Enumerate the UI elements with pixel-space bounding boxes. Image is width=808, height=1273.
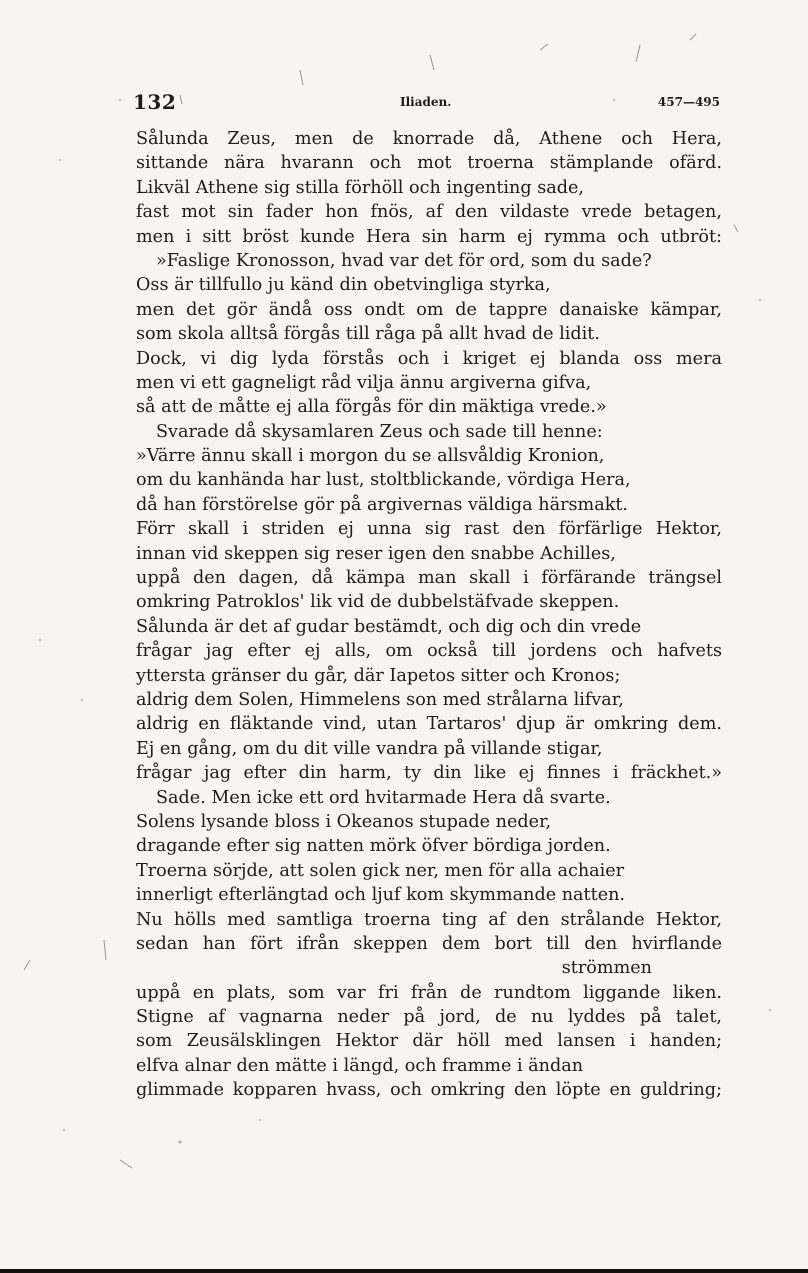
verse-line: fast mot sin fader hon fnös, af den vildaste vrede betagen, (136, 202, 722, 223)
verse-line: Förr skall i striden ej unna sig rast den förfärlige Hektor, (136, 519, 722, 540)
running-title: Iliaden. (400, 95, 452, 109)
verse-line: »Värre ännu skall i morgon du se allsvåldig Kronion, (136, 446, 605, 467)
verse-line: innan vid skeppen sig reser igen den snabbe Achilles, (136, 543, 616, 564)
verse-line: sedan han fört ifrån skeppen dem bort till den hvirflande (136, 933, 722, 954)
verse-line: glimmade kopparen hvass, och omkring den löpte en guldring; (136, 1080, 722, 1101)
verse-line: men det gör ändå oss ondt om de tappre danaiske kämpar, (136, 299, 722, 320)
verse-line: Sade. Men icke ett ord hvitarmade Hera då svarte. (156, 787, 611, 808)
verse-line: som skola alltså förgås till råga på allt hvad de lidit. (136, 324, 600, 345)
verse-line: Likväl Athene sig stilla förhöll och ingenting sade, (136, 177, 585, 198)
line-range: 457—495 (657, 95, 720, 109)
verse-line: Oss är tillfullo ju känd din obetvingliga styrka, (136, 275, 551, 296)
verse-line: »Faslige Kronosson, hvad var det för ord, som du sade? (156, 250, 652, 271)
verse-line-continuation: strömmen (561, 958, 652, 979)
verse-line: sittande nära hvarann och mot troerna stämplande ofärd. (136, 153, 722, 174)
verse-line: men i sitt bröst kunde Hera sin harm ej rymma och utbröt: (136, 226, 722, 247)
verse-line: som Zeusälsklingen Hektor där höll med lansen i handen; (136, 1031, 722, 1052)
verse-line: Sålunda Zeus, men de knorrade då, Athene och Hera, (136, 129, 722, 149)
verse-line: Dock, vi dig lyda förstås och i kriget ej blanda oss mera (136, 348, 722, 369)
page-number: 132 (133, 90, 177, 114)
verse-line: dragande efter sig natten mörk öfver bördiga jorden. (136, 836, 611, 857)
verse-line: frågar jag efter din harm, ty din like ej finnes i fräckhet.» (136, 763, 722, 784)
verse-line: men vi ett gagneligt råd vilja ännu argiverna gifva, (136, 372, 592, 393)
verse-line: då han förstörelse gör på argivernas väldiga härsmakt. (136, 494, 629, 515)
verse-text (136, 127, 722, 1103)
verse-line: Ej en gång, om du dit ville vandra på villande stigar, (136, 738, 603, 759)
verse-line: om du kanhända har lust, stoltblickande, vördiga Hera, (136, 470, 631, 491)
verse-line: aldrig dem Solen, Himmelens son med strålarna lifvar, (136, 689, 624, 710)
verse-line: Troerna sörjde, att solen gick ner, men för alla achaier (136, 860, 625, 881)
verse-line: aldrig en fläktande vind, utan Tartaros' djup är omkring dem. (136, 714, 722, 735)
verse-line: omkring Patroklos' lik vid de dubbelstäfvade skeppen. (136, 592, 620, 613)
verse-line: yttersta gränser du går, där Iapetos sitter och Kronos; (136, 665, 621, 686)
verse-line: innerligt efterlängtad och ljuf kom skymmande natten. (136, 885, 626, 906)
verse-line: frågar jag efter ej alls, om också till jordens och hafvets (136, 641, 722, 662)
scan-bottom-edge (0, 1269, 808, 1273)
verse-line: Stigne af vagnarna neder på jord, de nu lyddes på talet, (136, 1007, 722, 1028)
verse-line: elfva alnar den mätte i längd, och framme i ändan (136, 1055, 584, 1076)
verse-line: så att de måtte ej alla förgås för din mäktiga vrede.» (136, 397, 607, 418)
page-header (0, 90, 808, 114)
verse-line: uppå en plats, som var fri från de rundtom liggande liken. (136, 982, 722, 1003)
verse-line: Solens lysande bloss i Okeanos stupade neder, (136, 811, 552, 832)
verse-line: Sålunda är det af gudar bestämdt, och dig och din vrede (136, 616, 642, 637)
verse-line: Nu hölls med samtliga troerna ting af den strålande Hektor, (136, 909, 722, 930)
verse-line: uppå den dagen, då kämpa man skall i förfärande trängsel (136, 568, 722, 589)
verse-line: Svarade då skysamlaren Zeus och sade till henne: (156, 421, 603, 442)
